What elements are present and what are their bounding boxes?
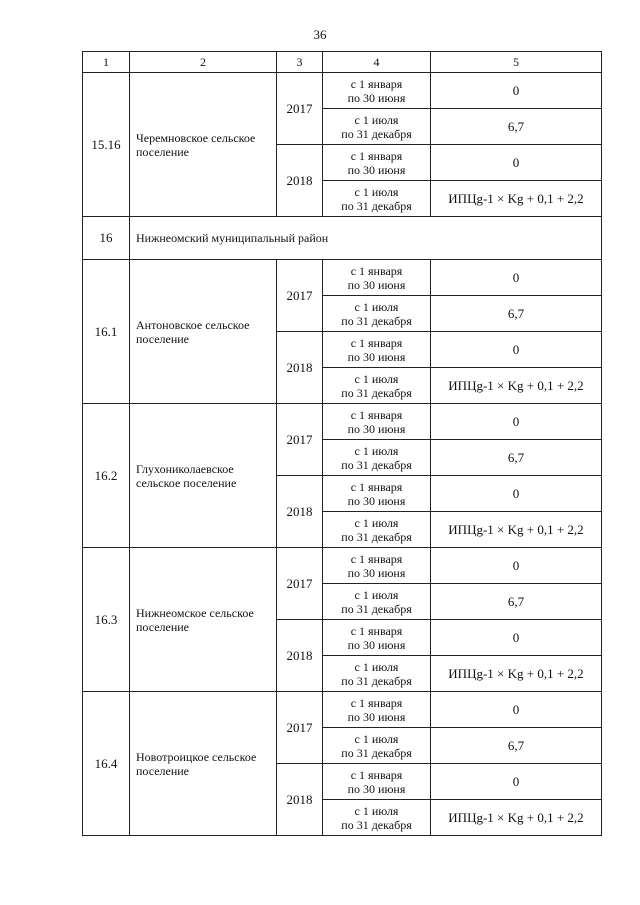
tariff-value: ИПЦg-1 × Kg + 0,1 + 2,2 [431, 368, 602, 404]
period-cell [323, 656, 431, 692]
period-cell [323, 109, 431, 145]
row-number: 15.16 [83, 73, 130, 217]
period-start: с 1 января [350, 76, 403, 91]
row-number: 16.1 [83, 260, 130, 404]
settlement-name: Нижнеомское сельское поселение [130, 548, 277, 692]
year-cell: 2018 [277, 620, 323, 692]
settlement-name: Глухониколаевское сельское поселение [130, 404, 277, 548]
tariff-value: 0 [431, 476, 602, 512]
year-cell: 2018 [277, 764, 323, 836]
tariff-value: ИПЦg-1 × Kg + 0,1 + 2,2 [431, 512, 602, 548]
year-cell: 2017 [277, 548, 323, 620]
column-header: 3 [277, 52, 323, 73]
year-cell: 2017 [277, 692, 323, 764]
period-end: по 30 июня [347, 277, 406, 292]
period-cell [323, 368, 431, 404]
tariff-value: 0 [431, 620, 602, 656]
period-end: по 30 июня [347, 421, 406, 436]
row-number: 16 [83, 217, 130, 260]
tariff-value: 6,7 [431, 296, 602, 332]
tariff-value: 0 [431, 73, 602, 109]
period-cell [323, 73, 431, 109]
tariff-row [83, 692, 602, 728]
period-cell [323, 332, 431, 368]
period-cell [323, 260, 431, 296]
period-cell [323, 512, 431, 548]
tariff-value: 0 [431, 260, 602, 296]
tariff-value: 6,7 [431, 728, 602, 764]
period-cell [323, 404, 431, 440]
period-start: с 1 июля [354, 443, 399, 458]
period-start: с 1 июля [354, 587, 399, 602]
settlement-name: Антоновское сельское поселение [130, 260, 277, 404]
period-start: с 1 июля [354, 659, 399, 674]
tariff-value: 0 [431, 548, 602, 584]
region-name: Нижнеомский муниципальный район [130, 217, 602, 260]
year-cell: 2017 [277, 404, 323, 476]
period-start: с 1 июля [354, 803, 399, 818]
column-header: 4 [323, 52, 431, 73]
column-number-header-row [83, 52, 602, 73]
tariff-value: 6,7 [431, 109, 602, 145]
period-cell [323, 296, 431, 332]
period-end: по 30 июня [347, 637, 406, 652]
year-cell: 2017 [277, 73, 323, 145]
period-cell [323, 728, 431, 764]
period-end: по 31 декабря [341, 126, 412, 141]
year-cell: 2017 [277, 260, 323, 332]
period-end: по 30 июня [347, 162, 406, 177]
tariff-value: ИПЦg-1 × Kg + 0,1 + 2,2 [431, 656, 602, 692]
period-start: с 1 января [350, 407, 403, 422]
period-end: по 31 декабря [341, 601, 412, 616]
column-header: 2 [130, 52, 277, 73]
tariff-row [83, 548, 602, 584]
column-header: 1 [83, 52, 130, 73]
tariff-value: 0 [431, 404, 602, 440]
period-cell [323, 145, 431, 181]
tariff-table-body [83, 52, 602, 836]
period-end: по 31 декабря [341, 198, 412, 213]
period-end: по 30 июня [347, 781, 406, 796]
period-start: с 1 июля [354, 371, 399, 386]
period-start: с 1 июля [354, 112, 399, 127]
row-number: 16.4 [83, 692, 130, 836]
tariff-value: 0 [431, 692, 602, 728]
tariff-value: ИПЦg-1 × Kg + 0,1 + 2,2 [431, 800, 602, 836]
period-end: по 30 июня [347, 493, 406, 508]
period-cell [323, 476, 431, 512]
period-end: по 31 декабря [341, 745, 412, 760]
period-cell [323, 800, 431, 836]
period-end: по 30 июня [347, 90, 406, 105]
period-start: с 1 января [350, 263, 403, 278]
period-start: с 1 июля [354, 515, 399, 530]
period-end: по 31 декабря [341, 673, 412, 688]
period-cell [323, 620, 431, 656]
tariff-value: 6,7 [431, 584, 602, 620]
row-number: 16.2 [83, 404, 130, 548]
year-cell: 2018 [277, 332, 323, 404]
period-end: по 31 декабря [341, 457, 412, 472]
period-start: с 1 января [350, 767, 403, 782]
settlement-name: Черемновское сельское поселение [130, 73, 277, 217]
period-cell [323, 764, 431, 800]
tariff-row [83, 404, 602, 440]
period-start: с 1 января [350, 695, 403, 710]
period-start: с 1 января [350, 551, 403, 566]
period-end: по 30 июня [347, 349, 406, 364]
period-cell [323, 692, 431, 728]
period-cell [323, 584, 431, 620]
period-end: по 31 декабря [341, 817, 412, 832]
period-end: по 30 июня [347, 565, 406, 580]
period-start: с 1 января [350, 335, 403, 350]
period-start: с 1 июля [354, 731, 399, 746]
period-start: с 1 января [350, 623, 403, 638]
period-end: по 31 декабря [341, 385, 412, 400]
period-end: по 31 декабря [341, 313, 412, 328]
tariff-value: 6,7 [431, 440, 602, 476]
period-start: с 1 января [350, 479, 403, 494]
tariff-value: ИПЦg-1 × Kg + 0,1 + 2,2 [431, 181, 602, 217]
period-start: с 1 января [350, 148, 403, 163]
period-cell [323, 440, 431, 476]
column-header: 5 [431, 52, 602, 73]
region-row [83, 217, 602, 260]
tariff-table [82, 51, 602, 836]
tariff-value: 0 [431, 332, 602, 368]
tariff-value: 0 [431, 145, 602, 181]
tariff-row [83, 73, 602, 109]
period-end: по 31 декабря [341, 529, 412, 544]
row-number: 16.3 [83, 548, 130, 692]
tariff-row [83, 260, 602, 296]
tariff-value: 0 [431, 764, 602, 800]
period-start: с 1 июля [354, 184, 399, 199]
page-number: 36 [313, 27, 327, 42]
year-cell: 2018 [277, 145, 323, 217]
period-start: с 1 июля [354, 299, 399, 314]
period-cell [323, 548, 431, 584]
period-end: по 30 июня [347, 709, 406, 724]
settlement-name: Новотроицкое сельское поселение [130, 692, 277, 836]
period-cell [323, 181, 431, 217]
year-cell: 2018 [277, 476, 323, 548]
